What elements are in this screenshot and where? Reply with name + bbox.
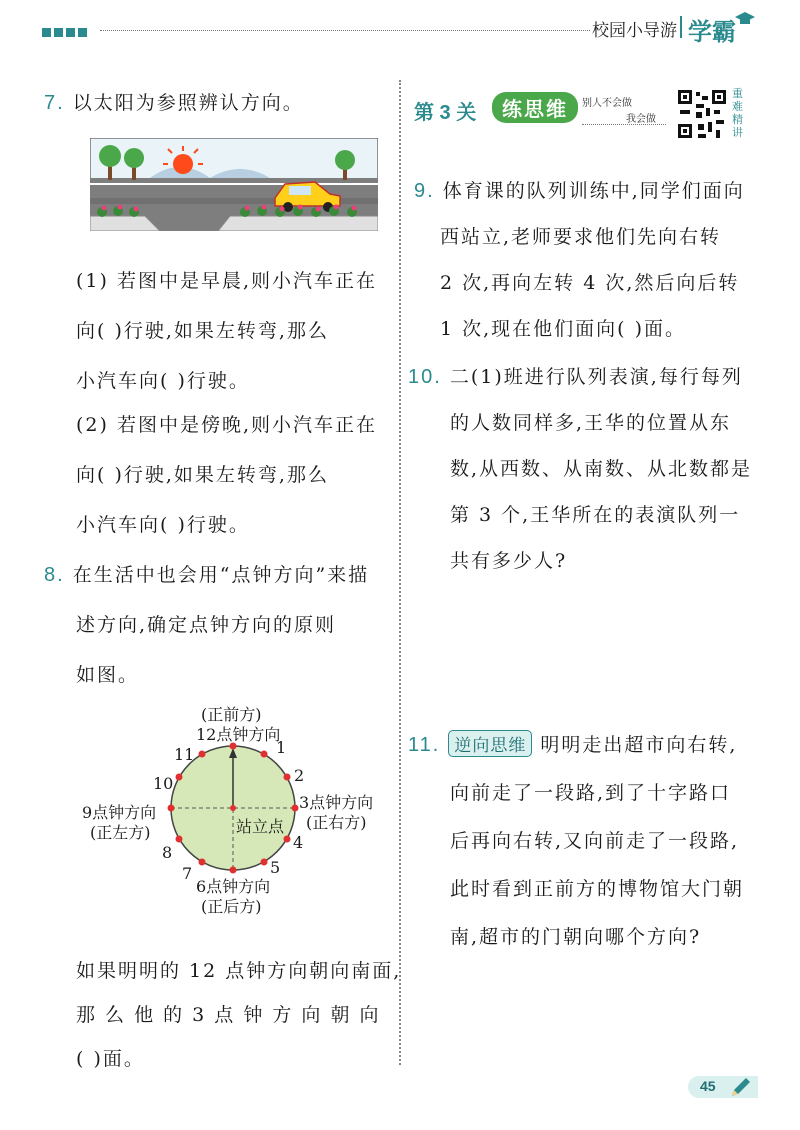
q11-tag: 逆向思维 xyxy=(448,730,532,757)
diagram-num-4: 4 xyxy=(293,833,304,852)
header-brand: 学霸 xyxy=(688,19,736,46)
header-separator xyxy=(680,16,682,38)
section-slogan-1: 别人不会做 xyxy=(582,98,632,109)
diagram-right-label: (正右方) xyxy=(306,813,367,832)
q11-line-5: 南,超市的门朝向哪个方向? xyxy=(450,926,702,948)
q11-line-2: 向前走了一段路,到了十字路口 xyxy=(450,782,732,804)
q7-line-5: 向( )行驶,如果左转弯,那么 xyxy=(76,464,329,486)
section-side-label: 重难精讲 xyxy=(732,88,743,139)
standing-point-dot xyxy=(230,805,236,811)
diagram-num-5: 5 xyxy=(270,858,281,877)
q11-number: 11. xyxy=(408,734,441,756)
diagram-num-7: 7 xyxy=(182,864,193,883)
q7-line-3: 小汽车向( )行驶。 xyxy=(76,370,250,392)
q9-line-4: 1 次,现在他们面向( )面。 xyxy=(440,318,687,340)
q11-line-4: 此时看到正前方的博物馆大门朝 xyxy=(450,878,745,900)
diagram-num-1: 1 xyxy=(276,738,287,757)
diagram-3-label: 3点钟方向 xyxy=(299,793,374,812)
q10-line-2: 的人数同样多,王华的位置从东 xyxy=(450,412,732,434)
q7-road-illustration xyxy=(90,138,378,231)
section-title: 第 3 关 xyxy=(414,102,477,124)
diagram-num-10: 10 xyxy=(153,774,174,793)
header-decoration xyxy=(42,22,90,41)
diagram-num-11: 11 xyxy=(174,745,195,764)
diagram-back-label: (正后方) xyxy=(201,897,262,916)
q10-line-4: 第 3 个,王华所在的表演队列一 xyxy=(450,504,741,526)
diagram-front-label: (正前方) xyxy=(201,705,262,724)
graduation-cap-icon xyxy=(734,10,756,30)
q9-line-2: 西站立,老师要求他们先向右转 xyxy=(440,226,722,248)
q7-line-1: (1) 若图中是早晨,则小汽车正在 xyxy=(76,270,377,292)
column-divider xyxy=(399,80,401,1065)
page-number: 45 xyxy=(700,1078,716,1094)
q7-stem xyxy=(44,88,304,115)
q8-after-2: 那 么 他 的 3 点 钟 方 向 朝 向 xyxy=(76,1004,381,1026)
q9-number: 9. xyxy=(414,180,435,202)
qr-code-icon xyxy=(676,88,728,140)
section-slogan-2: 我会做 xyxy=(626,114,656,125)
diagram-9-label: 9点钟方向 xyxy=(82,803,157,822)
q8-line-1: 8. 在生活中也会用“点钟方向”来描 xyxy=(44,564,370,586)
section-badge: 练思维 xyxy=(492,92,578,123)
q7-line-4: (2) 若图中是傍晚,则小汽车正在 xyxy=(76,414,377,436)
diagram-num-8: 8 xyxy=(162,843,173,862)
header-series: 校园小导游 xyxy=(592,21,677,40)
q7-line-6: 小汽车向( )行驶。 xyxy=(76,514,250,536)
q11-line-3: 后再向右转,又向前走了一段路, xyxy=(450,830,740,852)
q8-after-1: 如果明明的 12 点钟方向朝向南面, xyxy=(76,960,402,982)
diagram-center-label: 站立点 xyxy=(236,817,285,836)
sun-icon xyxy=(173,154,193,174)
section-rule xyxy=(582,124,666,125)
header-rule xyxy=(100,30,590,31)
q8-line-3: 如图。 xyxy=(76,664,140,686)
q10-line-1: 10. 二(1)班进行队列表演,每行每列 xyxy=(408,366,743,388)
q10-line-5: 共有多少人? xyxy=(450,550,568,572)
diagram-6-label: 6点钟方向 xyxy=(196,877,271,896)
q9-line-3: 2 次,再向左转 4 次,然后向后转 xyxy=(440,272,740,294)
diagram-num-2: 2 xyxy=(294,766,305,785)
q10-number: 10. xyxy=(408,366,442,388)
diagram-left-label: (正左方) xyxy=(90,823,151,842)
q7-text: 以太阳为参照辨认方向。 xyxy=(72,92,304,114)
q9-line-1: 9. 体育课的队列训练中,同学们面向 xyxy=(414,180,745,202)
q8-after-3: ( )面。 xyxy=(76,1048,145,1070)
q8-line-2: 述方向,确定点钟方向的原则 xyxy=(76,614,337,636)
q7-number: 7. xyxy=(44,92,65,114)
q7-line-2: 向( )行驶,如果左转弯,那么 xyxy=(76,320,329,342)
diagram-12-label: 12点钟方向 xyxy=(196,725,281,744)
q11-line-1: 11. 逆向思维 明明走出超市向右转, xyxy=(408,730,737,757)
q10-line-3: 数,从西数、从南数、从北数都是 xyxy=(450,458,753,480)
pencil-icon xyxy=(728,1074,754,1100)
q8-number: 8. xyxy=(44,564,65,586)
